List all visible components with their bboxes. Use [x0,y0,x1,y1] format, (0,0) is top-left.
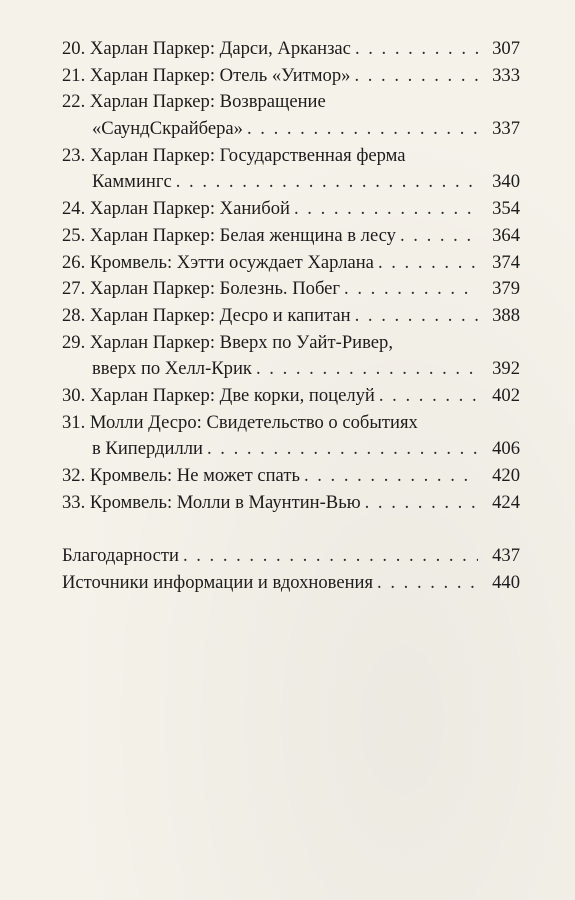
toc-line [62,383,520,410]
toc-line [62,276,520,303]
entry-title: 27. Харлан Паркер: Болезнь. Побег [62,278,341,300]
backmatter-list [62,543,520,596]
page-number: 337 [492,118,520,140]
entry-title: 28. Харлан Паркер: Десро и капитан [62,304,351,326]
toc-entry [62,570,520,597]
toc-entry [62,223,520,250]
toc-line [62,36,520,63]
entry-title: 21. Харлан Паркер: Отель «Уитмор» [62,64,351,86]
toc-entry [62,490,520,517]
page-number: 333 [492,64,520,86]
page-number: 307 [492,38,520,59]
page-number: 424 [492,491,520,513]
entry-title-continuation: вверх по Хелл-Крик [92,358,252,380]
toc-line [62,63,520,90]
dot-leader [247,116,478,143]
toc-line [62,356,520,383]
entry-title: 30. Харлан Паркер: Две корки, поцелуй [62,384,375,406]
toc-line [62,330,520,357]
toc-entry [62,330,520,383]
toc-line [62,143,520,170]
dot-leader [379,383,478,410]
entry-title: 24. Харлан Паркер: Ханибой [62,198,290,220]
section-gap [62,516,520,543]
toc-entry [62,543,520,570]
toc-entry [62,383,520,410]
page-number: 392 [492,358,520,380]
dot-leader [354,63,478,90]
page-number: 364 [492,224,520,246]
entry-title: 29. Харлан Паркер: Вверх по Уайт-Ривер, [62,331,393,353]
entry-title: 22. Харлан Паркер: Возвращение [62,91,326,113]
entry-title: 20. Харлан Паркер: Дарси, Арканзас [62,38,351,59]
dot-leader [207,436,478,463]
toc-line [62,490,520,517]
toc-entry [62,250,520,277]
entry-title: 32. Кромвель: Не может спать [62,465,300,486]
dot-leader [365,490,478,517]
toc-line [62,543,520,570]
entry-title: Источники информации и вдохновения [62,572,374,594]
toc-line [62,89,520,116]
entry-title-continuation: Каммингс [92,171,172,193]
toc-line [62,169,520,196]
dot-leader [256,356,478,383]
entry-title: Благодарности [62,545,179,567]
toc-line [62,223,520,250]
toc-line [62,303,520,330]
toc-line [62,463,520,490]
dot-leader [294,196,478,223]
page-number: 406 [492,438,520,460]
page-number: 402 [492,384,520,406]
entry-title-continuation: в Кипердилли [92,438,203,460]
dot-leader [344,276,478,303]
entry-title: 31. Молли Десро: Свидетельство о событиях [62,411,418,433]
page-number: 374 [492,251,520,273]
entry-title: 23. Харлан Паркер: Государственная ферма [62,144,406,166]
dot-leader [378,250,478,277]
page-number: 420 [492,465,520,486]
page-number: 340 [492,171,520,193]
table-of-contents [62,36,520,597]
dot-leader [183,543,478,570]
toc-entry [62,196,520,223]
page-number: 354 [492,198,520,220]
toc-entry [62,143,520,196]
toc-line [62,116,520,143]
toc-line [62,436,520,463]
page-number: 437 [492,545,520,567]
toc-entry [62,303,520,330]
toc-line [62,570,520,597]
entry-title-continuation: «СаундСкрайбера» [92,118,243,140]
dot-leader [400,223,478,250]
toc-line [62,410,520,437]
dot-leader [377,570,478,597]
entry-title: 25. Харлан Паркер: Белая женщина в лесу [62,224,396,246]
dot-leader [355,36,478,63]
page-number: 388 [492,304,520,326]
toc-entry [62,63,520,90]
page-number: 379 [492,278,520,300]
toc-entry [62,276,520,303]
toc-line [62,250,520,277]
page-number: 440 [492,572,520,594]
toc-entry [62,463,520,490]
toc-line [62,196,520,223]
toc-entry [62,410,520,463]
dot-leader [304,463,478,490]
chapter-list [62,36,520,516]
entry-title: 33. Кромвель: Молли в Маунтин-Вью [62,491,361,513]
toc-entry [62,89,520,142]
toc-entry [62,36,520,63]
dot-leader [355,303,478,330]
dot-leader [176,169,478,196]
entry-title: 26. Кромвель: Хэтти осуждает Харлана [62,251,374,273]
